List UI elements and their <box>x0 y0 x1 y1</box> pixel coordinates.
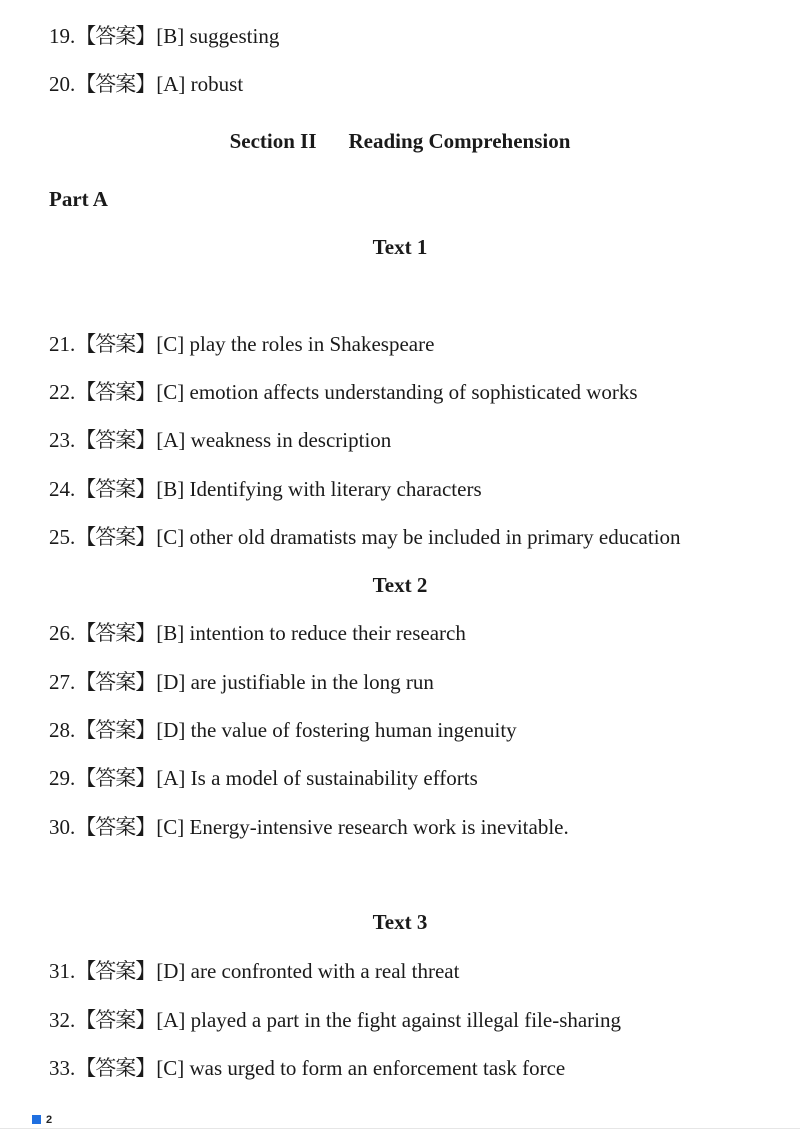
answer-option: [A] <box>156 1008 186 1032</box>
answer-tag: 【答案】 <box>75 959 156 983</box>
answer-line-31 <box>49 958 459 984</box>
answer-option: [C] <box>156 332 185 356</box>
answer-number: 25. <box>49 525 76 549</box>
answer-option: [A] <box>156 72 186 96</box>
answer-text: are confronted with a real threat <box>190 959 460 983</box>
answer-option: [D] <box>156 718 186 742</box>
answer-tag: 【答案】 <box>75 1056 156 1080</box>
answer-number: 26. <box>49 621 76 645</box>
answer-text: Identifying with literary characters <box>189 477 482 501</box>
answer-line-32 <box>49 1007 621 1033</box>
answer-number: 32. <box>49 1008 76 1032</box>
answer-line-26 <box>49 620 466 646</box>
answer-option: [C] <box>156 815 185 839</box>
answer-line-23 <box>49 427 391 453</box>
answer-text: suggesting <box>189 24 280 48</box>
answer-option: [B] <box>156 477 185 501</box>
answer-tag: 【答案】 <box>75 24 156 48</box>
answer-text: Is a model of sustainability efforts <box>190 766 478 790</box>
text1-title: Text 1 <box>372 235 428 259</box>
answer-tag: 【答案】 <box>75 815 156 839</box>
answer-option: [A] <box>156 428 186 452</box>
answer-number: 21. <box>49 332 76 356</box>
answer-option: [C] <box>156 1056 185 1080</box>
answer-tag: 【答案】 <box>75 332 156 356</box>
answer-tag: 【答案】 <box>75 621 156 645</box>
answer-line-20 <box>49 71 243 97</box>
answer-option: [B] <box>156 621 185 645</box>
answer-option: [C] <box>156 380 185 404</box>
part-heading: Part A <box>49 187 108 211</box>
answer-line-25 <box>49 524 681 550</box>
answer-number: 23. <box>49 428 76 452</box>
answer-tag: 【答案】 <box>75 72 156 96</box>
answer-text: are justifiable in the long run <box>190 670 434 694</box>
answer-tag: 【答案】 <box>75 525 156 549</box>
answer-text: intention to reduce their research <box>189 621 466 645</box>
answer-option: [A] <box>156 766 186 790</box>
answer-text: was urged to form an enforcement task force <box>189 1056 566 1080</box>
answer-line-24 <box>49 476 482 502</box>
answer-line-27 <box>49 669 434 695</box>
answer-number: 30. <box>49 815 76 839</box>
answer-number: 22. <box>49 380 76 404</box>
answer-text: other old dramatists may be included in primary education <box>189 525 681 549</box>
answer-number: 33. <box>49 1056 76 1080</box>
answer-text: emotion affects understanding of sophisticated works <box>189 380 638 404</box>
answer-number: 29. <box>49 766 76 790</box>
answer-number: 31. <box>49 959 76 983</box>
page-footer <box>32 1114 52 1126</box>
answer-number: 19. <box>49 24 76 48</box>
answer-number: 24. <box>49 477 76 501</box>
footer-divider <box>0 1128 800 1129</box>
answer-tag: 【答案】 <box>75 766 156 790</box>
section-number: Section II <box>229 129 317 153</box>
answer-text: the value of fostering human ingenuity <box>190 718 517 742</box>
answer-number: 27. <box>49 670 76 694</box>
answer-tag: 【答案】 <box>75 477 156 501</box>
answer-option: [D] <box>156 670 186 694</box>
answer-tag: 【答案】 <box>75 1008 156 1032</box>
text2-title: Text 2 <box>372 573 428 597</box>
answer-tag: 【答案】 <box>75 428 156 452</box>
answer-text: weakness in description <box>190 428 392 452</box>
section-heading <box>0 128 800 154</box>
section-name: Reading Comprehension <box>348 129 571 153</box>
answer-line-28 <box>49 717 517 743</box>
answer-line-22 <box>49 379 638 405</box>
answer-option: [D] <box>156 959 186 983</box>
answer-line-29 <box>49 765 478 791</box>
answer-number: 28. <box>49 718 76 742</box>
answer-option: [C] <box>156 525 185 549</box>
answer-text: played a part in the fight against illegal file-sharing <box>190 1008 622 1032</box>
answer-text: play the roles in Shakespeare <box>189 332 435 356</box>
answer-number: 20. <box>49 72 76 96</box>
answer-tag: 【答案】 <box>75 670 156 694</box>
answer-line-19 <box>49 23 279 49</box>
answer-text: Energy-intensive research work is inevitable. <box>189 815 569 839</box>
answer-option: [B] <box>156 24 185 48</box>
answer-tag: 【答案】 <box>75 718 156 742</box>
answer-tag: 【答案】 <box>75 380 156 404</box>
answer-text: robust <box>190 72 244 96</box>
answer-line-33 <box>49 1055 565 1081</box>
text3-title: Text 3 <box>372 910 428 934</box>
answer-line-21 <box>49 331 434 357</box>
page-number: 2 <box>46 1114 53 1126</box>
answer-line-30 <box>49 814 569 840</box>
page-marker-icon <box>32 1115 41 1124</box>
